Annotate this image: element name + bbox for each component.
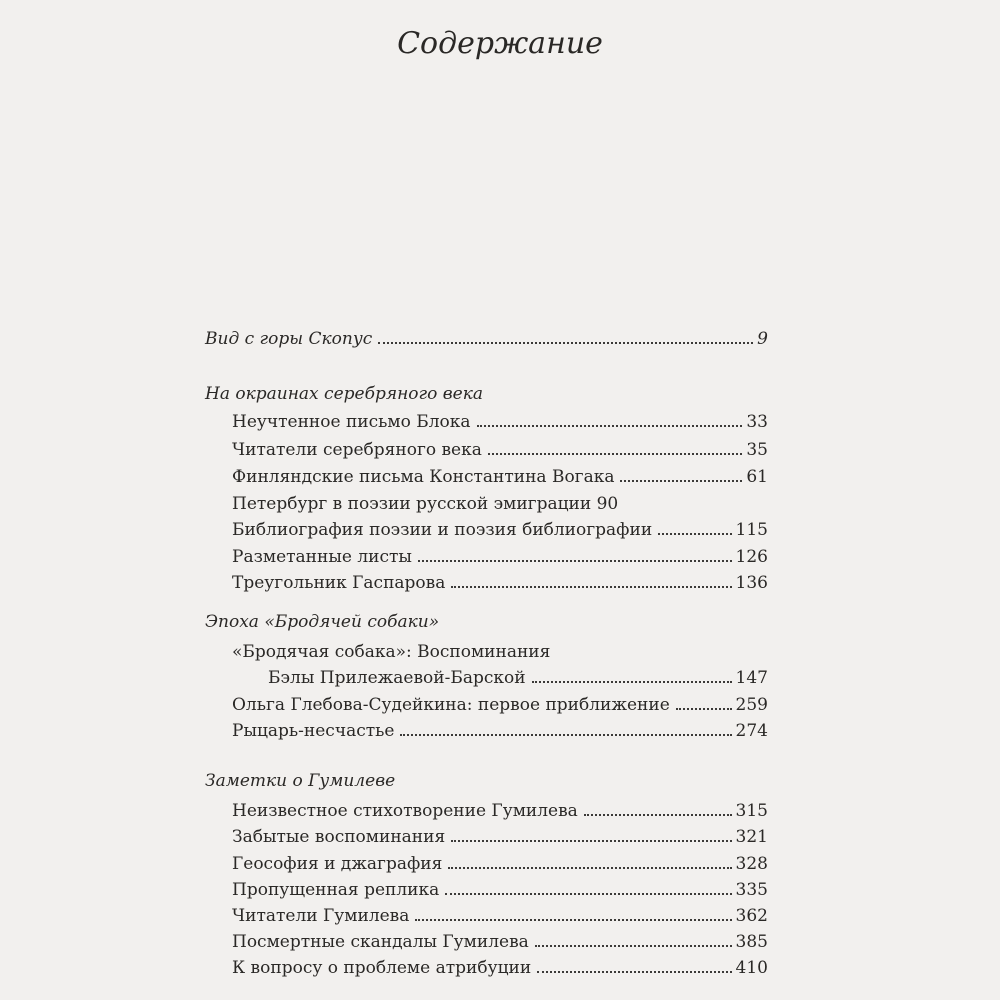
toc-entry[interactable]: [232, 950, 768, 978]
toc-page-number: 33: [746, 412, 768, 432]
dot-leader: [584, 814, 732, 816]
toc-entry[interactable]: [232, 793, 768, 821]
toc-entry-title: К вопросу о проблеме атрибуции: [232, 958, 532, 978]
toc-entry[interactable]: [268, 660, 768, 688]
toc-page-number: 385: [735, 932, 768, 952]
toc-entry-title: Геософия и джаграфия: [232, 854, 443, 874]
section-title: Заметки о Гумилеве: [205, 771, 396, 791]
toc-entry[interactable]: [232, 846, 768, 874]
toc-page-number: 321: [735, 827, 768, 847]
toc-page-number: 328: [735, 854, 768, 874]
dot-leader: [537, 971, 731, 973]
dot-leader: [378, 342, 753, 344]
toc-page-number: 335: [735, 880, 768, 900]
dot-leader: [488, 453, 742, 455]
toc-entry[interactable]: [232, 924, 768, 952]
dot-leader: [448, 867, 731, 869]
dot-leader: [418, 560, 732, 562]
toc-entry[interactable]: [232, 898, 768, 926]
toc-entry-title: Вид с горы Скопус: [205, 329, 373, 349]
toc-entry[interactable]: [232, 539, 768, 567]
page-title: Содержание: [397, 26, 603, 61]
toc-entry-title: Читатели Гумилева: [232, 906, 410, 926]
toc-entry[interactable]: [232, 512, 768, 540]
toc-page-number: 35: [746, 440, 768, 460]
toc-entry[interactable]: [205, 321, 768, 349]
toc-page-number: 410: [735, 958, 768, 978]
toc-page-number: 136: [735, 573, 768, 593]
toc-entry-title: Забытые воспоминания: [232, 827, 446, 847]
dot-leader: [676, 708, 732, 710]
toc-entry-title: Посмертные скандалы Гумилева: [232, 932, 529, 952]
dot-leader: [532, 681, 732, 683]
toc-entry-title: Пропущенная реплика: [232, 880, 440, 900]
toc-entry-title: Читатели серебряного века: [232, 440, 482, 460]
toc-entry-title: Библиография поэзии и поэзия библиографии: [232, 520, 653, 540]
toc-entry-title: Разметанные листы: [232, 547, 412, 567]
toc-page-number: 362: [735, 906, 768, 926]
toc-entry-title: Неизвестное стихотворение Гумилева: [232, 801, 578, 821]
toc-page-number: 61: [746, 467, 768, 487]
toc-entry[interactable]: [232, 872, 768, 900]
dot-leader: [477, 425, 743, 427]
toc-page-number: 315: [735, 801, 768, 821]
toc-entry-title: Рыцарь-несчастье: [232, 721, 395, 741]
toc-entry-title: Неучтенное письмо Блока: [232, 412, 471, 432]
dot-leader: [535, 945, 732, 947]
toc-entry-title: Финляндские письма Константина Вогака: [232, 467, 615, 487]
toc-entry[interactable]: [232, 459, 768, 487]
toc-page-number: 259: [735, 695, 768, 715]
toc-entry[interactable]: [232, 687, 768, 715]
toc-entry[interactable]: [232, 634, 550, 662]
toc-entry-title: Ольга Глебова-Судейкина: первое приближение: [232, 695, 670, 715]
toc-entry[interactable]: [232, 486, 618, 514]
dot-leader: [658, 533, 731, 535]
dot-leader: [400, 734, 731, 736]
toc-entry-title: Треугольник Гаспарова: [232, 573, 446, 593]
toc-page-number: 147: [735, 668, 768, 688]
toc-entry[interactable]: [232, 713, 768, 741]
toc-entry-title: Петербург в поэзии русской эмиграции 90: [232, 494, 619, 514]
dot-leader: [451, 586, 731, 588]
toc-entry[interactable]: [232, 565, 768, 593]
toc-entry[interactable]: [232, 404, 768, 432]
section-title: На окраинах серебряного века: [205, 384, 483, 404]
toc-page-number: 126: [735, 547, 768, 567]
toc-page-number: 9: [757, 329, 768, 349]
toc-entry-title: Бэлы Прилежаевой-Барской: [268, 668, 526, 688]
dot-leader: [445, 893, 731, 895]
toc-entry-title: «Бродячая собака»: Воспоминания: [232, 642, 551, 662]
section-title: Эпоха «Бродячей собаки»: [205, 612, 440, 632]
toc-entry[interactable]: [232, 432, 768, 460]
toc-entry[interactable]: [232, 819, 768, 847]
dot-leader: [620, 480, 742, 482]
toc-page-number: 274: [735, 721, 768, 741]
dot-leader: [415, 919, 731, 921]
toc-page-number: 115: [735, 520, 768, 540]
dot-leader: [451, 840, 731, 842]
